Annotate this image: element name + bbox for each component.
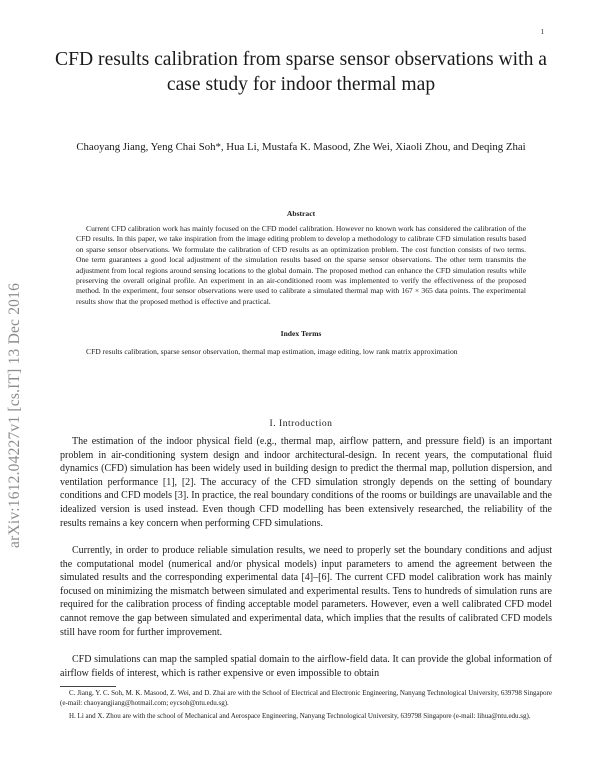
abstract-body: Current CFD calibration work has mainly focused on the CFD model calibration. However no known work has considered the calibration of the CFD results. In this paper, we take inspiration from the image editing problem to develop a methodology to calibrate CFD simulation results based on sparse sensor observations. We formulate the calibration of CFD results as an optimization problem. The cost function consists of two terms. One term guarantees a good local adjustment of the simulation results based on the sparse sensor observations. The other term transmits the adjustment from local regions around sensing locations to the global domain. The proposed method can enhance the CFD simulation results while preserving the overall original profile. An experiment in an air-conditioned room was implemented to verify the effectiveness of the proposed method. In the experiment, four sensor observations were used to calibrate a simulated thermal map with 167 × 365 data points. The experimental results show that the proposed method is effective and practical. [76, 224, 526, 306]
page-number: 1 [540, 28, 544, 36]
paper-title: CFD results calibration from sparse sensor observations with a case study for indoor thermal map [55, 49, 547, 95]
index-terms-body: CFD results calibration, sparse sensor observation, thermal map estimation, image editing, low rank matrix approximation [86, 347, 458, 356]
abstract-heading: Abstract [286, 209, 316, 218]
footnote-rule [60, 686, 116, 687]
intro-paragraph: The estimation of the indoor physical field (e.g., thermal map, airflow pattern, and pressure field) is an important problem in air-conditioning system design and indoor architectural-design. In recent years, the computational fluid dynamics (CFD) simulation has been widely used in building design to predict the thermal map, pollution dispersion, and ventilation performance [1], [2]. The accuracy of the CFD simulation strongly depends on the setting of boundary conditions and CFD models [3]. In practice, the real boundary conditions of the rooms or buildings are unavailable and the idealized version is used instead. Even though CFD modelling has been extensively researched, the reliability of the results remains a key concern when performing CFD simulations. [60, 436, 552, 529]
introduction-heading: I. Introduction [269, 418, 333, 429]
footnote: H. Li and X. Zhou are with the school of Mechanical and Aerospace Engineering, Nanyang Technological University, 639798 Singapore (e-mail: lihua@ntu.edu.sg). [69, 712, 531, 720]
intro-paragraph: CFD simulations can map the sampled spatial domain to the airflow-field data. It can provide the global information of airflow fields of interest, which is rather expensive or even impossible to obtain [60, 654, 552, 679]
arxiv-stamp: arXiv:1612.04227v1 [cs.IT] 13 Dec 2016 [6, 282, 23, 548]
author-list: Chaoyang Jiang, Yeng Chai Soh*, Hua Li, Mustafa K. Masood, Zhe Wei, Xiaoli Zhou, and Deqing Zhai [76, 141, 526, 153]
footnote: C. Jiang, Y. C. Soh, M. K. Masood, Z. Wei, and D. Zhai are with the School of Electrical and Electronic Engineering, Nanyang Technological University, 639798 Singapore (e-mail: chaoyangjiang@hotmail.com; eycsoh@ntu.edu.sg). [60, 689, 552, 707]
intro-paragraph: Currently, in order to produce reliable simulation results, we need to properly set the boundary conditions and adjust the computational model (numerical and/or physical models) input parameters to amend the agreement between the simulated results and the corresponding experimental data [4]–[6]. The current CFD model calibration work has mainly focused on minimizing the mismatch between simulated and experimental results. Tens to hundreds of simulation runs are required for the calibration process of finding acceptable model parameters. However, even a well calibrated CFD model cannot remove the gap between simulated and experimental data, which implies that the results of calibrated CFD models still have room for further improvement. [60, 545, 552, 638]
index-terms-heading: Index Terms [280, 329, 322, 338]
